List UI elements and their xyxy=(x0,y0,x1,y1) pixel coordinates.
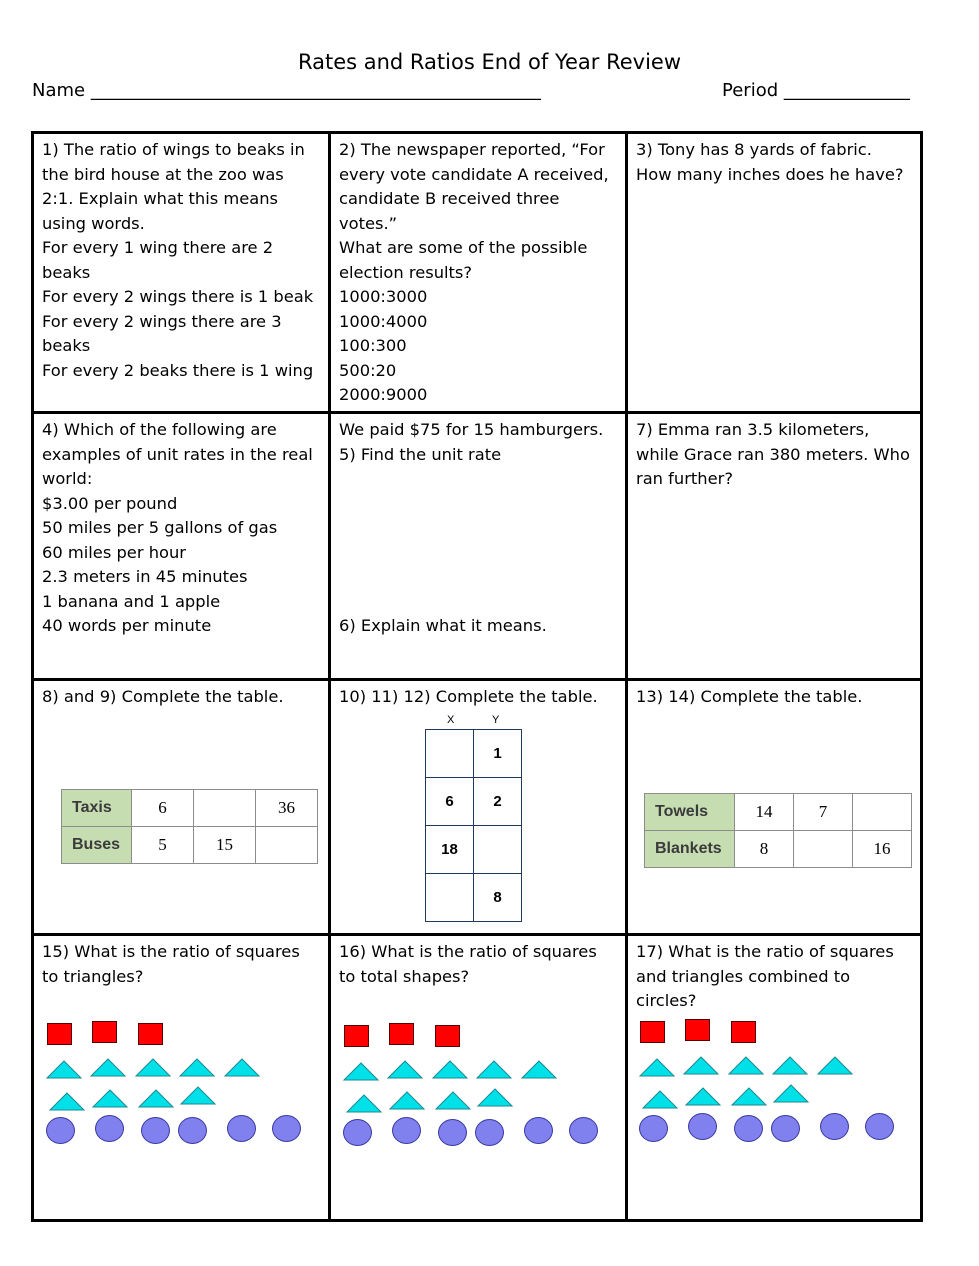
table-cell[interactable]: 14 xyxy=(735,794,794,831)
table-cell[interactable]: 8 xyxy=(474,874,522,922)
table-cell[interactable] xyxy=(794,831,853,868)
table-cell[interactable]: 1 xyxy=(474,730,522,778)
circle-shape xyxy=(392,1117,421,1144)
table-cell[interactable]: 5 xyxy=(132,827,194,864)
table-cell[interactable] xyxy=(474,826,522,874)
circle-shape xyxy=(865,1113,894,1140)
circle-shape xyxy=(734,1115,763,1142)
page-title: Rates and Ratios End of Year Review xyxy=(297,50,682,74)
triangle-shape xyxy=(639,1058,675,1077)
table-row xyxy=(645,794,912,831)
question-6: 6) Explain what it means. xyxy=(339,616,547,635)
triangle-shape xyxy=(683,1056,719,1075)
circle-shape xyxy=(771,1115,800,1142)
xy-table xyxy=(425,729,522,922)
row-header: Taxis xyxy=(62,790,132,827)
table-cell[interactable]: 18 xyxy=(426,826,474,874)
circle-shape xyxy=(141,1117,170,1144)
triangle-shape xyxy=(138,1089,174,1108)
question-16: 16) What is the ratio of squares to total shapes? xyxy=(339,942,597,986)
question-2: 2) The newspaper reported, “For every vote candidate A received, candidate B received three votes.” What are some of the possible election results? 1000:3000 1000:4000 100:300 500:20 2000:9000 xyxy=(339,140,609,404)
triangle-shape xyxy=(343,1062,379,1081)
circle-shape xyxy=(524,1117,553,1144)
period-field[interactable]: Period ______________ xyxy=(722,80,910,101)
table-cell[interactable]: 6 xyxy=(132,790,194,827)
circle-shape xyxy=(95,1115,124,1142)
triangle-shape xyxy=(224,1058,260,1077)
triangle-shape xyxy=(46,1060,82,1079)
triangle-shape xyxy=(389,1091,425,1110)
triangle-shape xyxy=(476,1060,512,1079)
square-shape xyxy=(435,1025,460,1047)
triangle-shape xyxy=(90,1058,126,1077)
question-4: 4) Which of the following are examples of unit rates in the real world: $3.00 per pound 50 miles per 5 gallons of gas 60 miles per hour 2.3 meters in 45 minutes 1 banana and 1 apple 40 words per minute xyxy=(42,420,313,635)
table-cell[interactable] xyxy=(194,790,256,827)
square-shape xyxy=(138,1023,163,1045)
row-header: Buses xyxy=(62,827,132,864)
circle-shape xyxy=(343,1119,372,1146)
table-row xyxy=(645,831,912,868)
triangle-shape xyxy=(642,1090,678,1109)
triangle-shape xyxy=(49,1092,85,1111)
question-grid xyxy=(31,131,923,1222)
table-cell[interactable] xyxy=(426,730,474,778)
triangle-shape xyxy=(135,1058,171,1077)
square-shape xyxy=(92,1021,117,1043)
table-cell[interactable]: 8 xyxy=(735,831,794,868)
y-column-label: Y xyxy=(492,714,500,726)
question-10-12: 10) 11) 12) Complete the table. xyxy=(339,687,598,706)
table-cell[interactable] xyxy=(853,794,912,831)
question-17: 17) What is the ratio of squares and triangles combined to circles? xyxy=(636,942,894,1010)
table-cell[interactable] xyxy=(256,827,318,864)
table-row xyxy=(62,827,318,864)
table-cell[interactable]: 15 xyxy=(194,827,256,864)
square-shape xyxy=(47,1023,72,1045)
question-5: We paid $75 for 15 hamburgers. 5) Find the unit rate xyxy=(339,420,604,464)
triangle-shape xyxy=(346,1094,382,1113)
triangle-shape xyxy=(817,1056,853,1075)
circle-shape xyxy=(639,1115,668,1142)
triangle-shape xyxy=(685,1087,721,1106)
x-column-label: X xyxy=(447,714,455,726)
circle-shape xyxy=(178,1117,207,1144)
question-13-14: 13) 14) Complete the table. xyxy=(636,687,863,706)
square-shape xyxy=(640,1021,665,1043)
question-8-9: 8) and 9) Complete the table. xyxy=(42,687,284,706)
table-cell[interactable]: 7 xyxy=(794,794,853,831)
circle-shape xyxy=(475,1119,504,1146)
row-header: Blankets xyxy=(645,831,735,868)
circle-shape xyxy=(227,1115,256,1142)
table-row xyxy=(426,778,522,826)
circle-shape xyxy=(438,1119,467,1146)
question-3: 3) Tony has 8 yards of fabric. How many inches does he have? xyxy=(636,140,904,184)
table-row xyxy=(62,790,318,827)
circle-shape xyxy=(46,1117,75,1144)
circle-shape xyxy=(272,1115,301,1142)
triangle-shape xyxy=(387,1060,423,1079)
triangle-shape xyxy=(772,1056,808,1075)
taxis-buses-table xyxy=(61,789,318,864)
table-row xyxy=(426,874,522,922)
table-cell[interactable]: 2 xyxy=(474,778,522,826)
square-shape xyxy=(685,1019,710,1041)
triangle-shape xyxy=(92,1089,128,1108)
triangle-shape xyxy=(731,1087,767,1106)
table-cell[interactable] xyxy=(426,874,474,922)
table-row xyxy=(426,826,522,874)
triangle-shape xyxy=(432,1060,468,1079)
circle-shape xyxy=(820,1113,849,1140)
table-cell[interactable]: 36 xyxy=(256,790,318,827)
square-shape xyxy=(344,1025,369,1047)
table-cell[interactable]: 6 xyxy=(426,778,474,826)
square-shape xyxy=(731,1021,756,1043)
circle-shape xyxy=(569,1117,598,1144)
question-15: 15) What is the ratio of squares to triangles? xyxy=(42,942,300,986)
triangle-shape xyxy=(179,1058,215,1077)
triangle-shape xyxy=(477,1088,513,1107)
name-field[interactable]: Name __________________________________________________ xyxy=(32,80,541,101)
table-row xyxy=(426,730,522,778)
towels-blankets-table xyxy=(644,793,912,868)
triangle-shape xyxy=(728,1056,764,1075)
triangle-shape xyxy=(180,1086,216,1105)
square-shape xyxy=(389,1023,414,1045)
triangle-shape xyxy=(773,1084,809,1103)
question-1: 1) The ratio of wings to beaks in the bird house at the zoo was 2:1. Explain what this means using words. For every 1 wing there are 2 beaks For every 2 wings there is 1 beak For every 2 wings there are 3 beaks For every 2 beaks there is 1 wing xyxy=(42,140,314,380)
triangle-shape xyxy=(521,1060,557,1079)
circle-shape xyxy=(688,1113,717,1140)
table-cell[interactable]: 16 xyxy=(853,831,912,868)
triangle-shape xyxy=(435,1091,471,1110)
row-header: Towels xyxy=(645,794,735,831)
question-7: 7) Emma ran 3.5 kilometers, while Grace ran 380 meters. Who ran further? xyxy=(636,420,910,488)
